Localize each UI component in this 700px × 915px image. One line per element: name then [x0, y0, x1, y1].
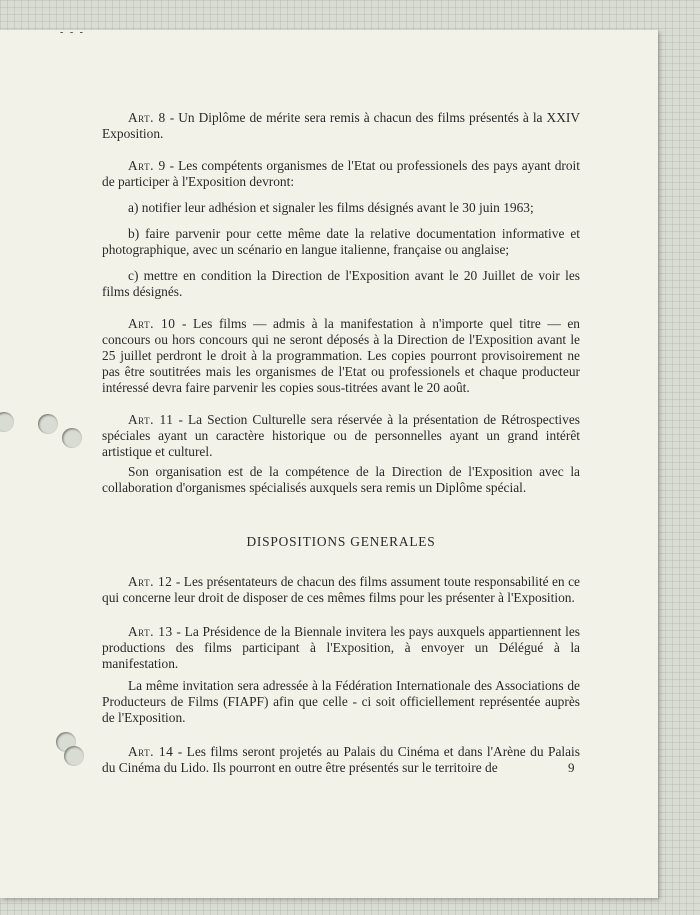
- article-text: - La Présidence de la Biennale invitera les pays auxquels appartiennent les productions des films participant à l'Exposition, à envoyer un Délégué à la manifestation.: [102, 624, 580, 671]
- document-body: [102, 110, 580, 776]
- article-label: Art. 8: [128, 110, 166, 125]
- article-12: [102, 574, 580, 606]
- article-text: - Un Diplôme de mérite sera remis à chacun des films présentés à la XXIV Exposition.: [102, 110, 580, 141]
- punch-hole: [62, 428, 82, 448]
- page-mark: - - -: [60, 27, 85, 38]
- article-10: [102, 316, 580, 396]
- article-label: Art. 13: [128, 624, 173, 639]
- article-text: - Les films — admis à la manifestation à n'importe quel titre — en concours ou hors concours qui ne seront déposés à la Direction de l'Exposition avant le 25 juillet perdront le droit à la programmation. Les copies pourront provisoirement ne pas être soutitrées mais les organismes de l'Etat ou professionels et chaque producteur intéressé devra faire parvenir les copies sous-titrées avant le 20 août.: [102, 316, 581, 395]
- article-text: - Les présentateurs de chacun des films assument toute responsabilité en ce qui concerne leur droit de disposer de ces mêmes films pour les présenter à l'Exposition.: [102, 574, 580, 605]
- article-text: - Les compétents organismes de l'Etat ou professionels des pays ayant droit de participer à l'Exposition devront:: [102, 158, 580, 189]
- article-13-extra: La même invitation sera adressée à la Fédération Internationale des Associations de Producteurs de Films (FIAPF) afin que celle - ci soit officiellement représentée auprès de l'Exposition.: [102, 678, 580, 725]
- article-11: [102, 412, 580, 460]
- page-number: 9: [568, 760, 575, 775]
- article-9-item-c: c) mettre en condition la Direction de l'Exposition avant le 20 Juillet de voir les films désignés.: [102, 268, 580, 299]
- article-13: [102, 624, 580, 672]
- article-text: - Les films seront projetés au Palais du Cinéma et dans l'Arène du Palais du Cinéma du Lido. Ils pourront en outre être présentés sur le territoire de: [102, 744, 580, 775]
- article-9-item-a: a) notifier leur adhésion et signaler les films désignés avant le 30 juin 1963;: [128, 200, 534, 215]
- article-label: Art. 14: [128, 744, 174, 759]
- punch-hole: [38, 414, 58, 434]
- article-label: Art. 12: [128, 574, 173, 589]
- article-8: [102, 110, 580, 142]
- article-9-item-b: b) faire parvenir pour cette même date la relative documentation informative et photographique, avec un scénario en langue italienne, française ou anglaise;: [102, 226, 580, 257]
- article-11-extra: Son organisation est de la compétence de la Direction de l'Exposition avec la collaboration d'organismes spécialisés auxquels sera remis un Diplôme spécial.: [102, 464, 580, 495]
- article-9: [102, 158, 580, 190]
- article-14: [102, 744, 580, 776]
- article-label: Art. 11: [128, 412, 174, 427]
- section-heading: DISPOSITIONS GENERALES: [246, 534, 436, 549]
- article-text: - La Section Culturelle sera réservée à la présentation de Rétrospectives spéciales ayant un caractère historique ou de personnelles ayant un grand intérêt artistique et culturel.: [102, 412, 580, 459]
- article-label: Art. 9: [128, 158, 166, 173]
- article-label: Art. 10: [128, 316, 176, 331]
- punch-hole: [64, 746, 84, 766]
